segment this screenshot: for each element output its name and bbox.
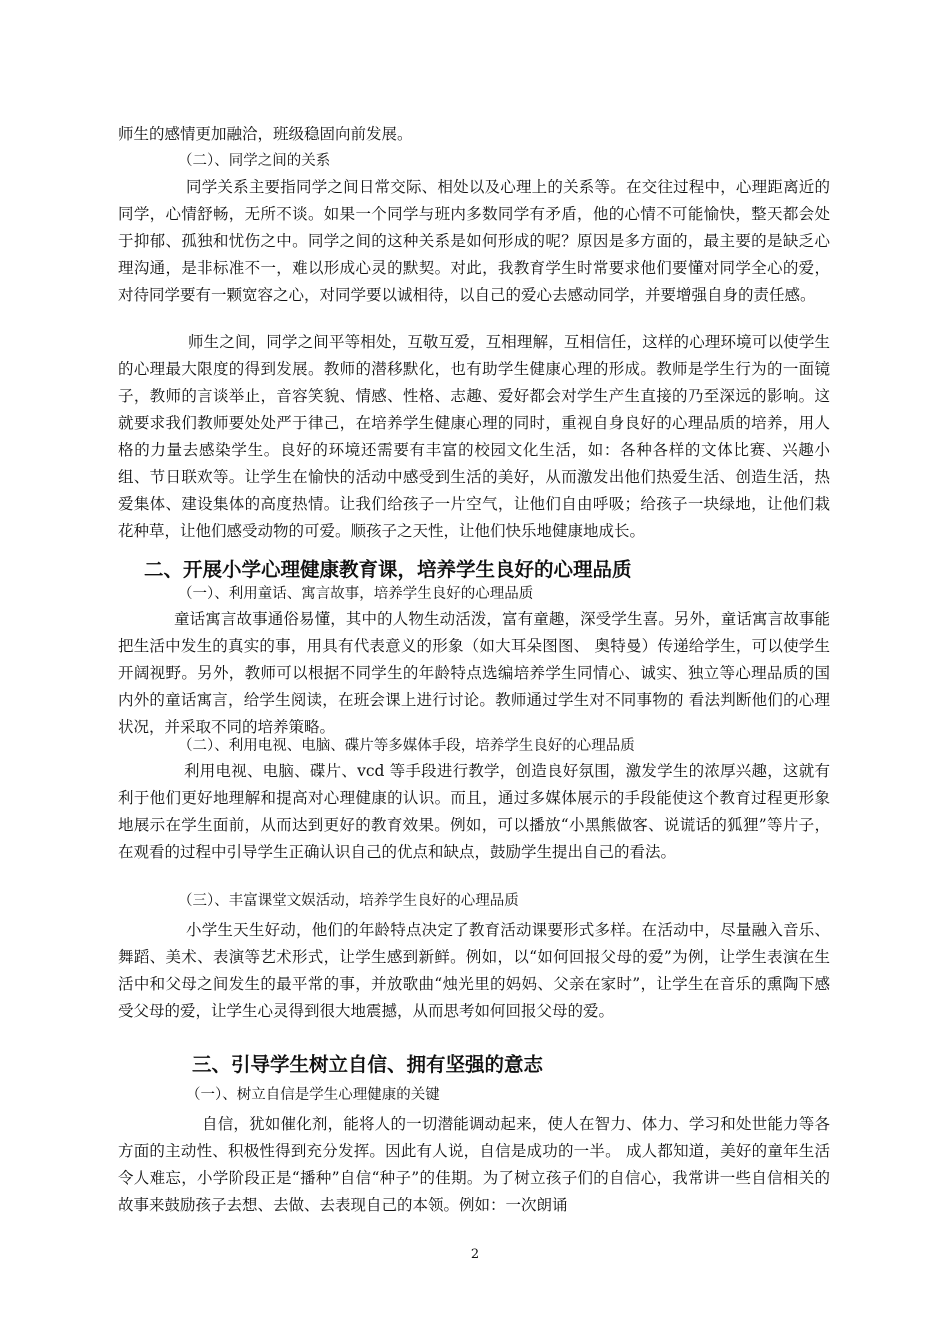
paragraph-fairy-tales: 童话寓言故事通俗易懂，其中的人物生动活泼，富有童趣，深受学生喜。另外，童话寓言故事能把生活中发生的真实的事，用具有代表意义的形象（如大耳朵图图、 奥特曼）传递给学生，可以使学生开阔视野。另外，教师可以根据不同学生的年龄特点选编培养学生同情心、诚实、独立等心理品质的国内外的童话寓言，给学生阅读，在班会课上进行讨论。教师通过学生对不同事物的 看法判断他们的心理状况，并采取不同的培养策略。: [118, 610, 830, 736]
subheading-activities: （三）、丰富课堂文娱活动，培养学生良好的心理品质: [178, 893, 519, 909]
subheading-fairy-tales: （一）、利用童话、寓言故事，培养学生良好的心理品质: [178, 586, 534, 602]
paragraph-confidence: 自信，犹如催化剂，能将人的一切潜能调动起来，使人在智力、体力、学习和处世能力等各方面的主动性、积极性得到充分发挥。因此有人说，自信是成功的一半。 成人都知道，美好的童年生活令人难忘，小学阶段正是“播种”自信“种子”的佳期。为了树立孩子们的自信心，我常讲一些自信相关的故事来鼓励孩子去想、去做、去表现自己的本领。例如：一次朗诵: [118, 1115, 830, 1214]
section-heading-3: 三、引导学生树立自信、拥有坚强的意志: [192, 1053, 544, 1076]
paragraph-activities: 小学生天生好动，他们的年龄特点决定了教育活动课要形式多样。在活动中，尽量融入音乐、舞蹈、美术、表演等艺术形式，让学生感到新鲜。例如，以“如何回报父母的爱”为例，让学生表演在生活中和父母之间发生的最平常的事，并放歌曲“烛光里的妈妈、父亲在家时”，让学生在音乐的熏陶下感受父母的爱，让学生心灵得到很大地震撼，从而思考如何回报父母的爱。: [118, 921, 830, 1020]
paragraph-classmates: 同学关系主要指同学之间日常交际、相处以及心理上的关系等。在交往过程中，心理距离近的同学，心情舒畅，无所不谈。如果一个同学与班内多数同学有矛盾，他的心情不可能愉快，整天都会处于抑郁、孤独和忧伤之中。同学之间的这种关系是如何形成的呢？原因是多方面的，最主要的是缺乏心理沟通，是非标准不一，难以形成心灵的默契。对此，我教育学生时常要求他们要懂对同学全心的爱，对待同学要有一颗宽容之心，对同学要以诚相待，以自己的爱心去感动同学，并要增强自身的责任感。: [118, 178, 830, 304]
section-heading-2: 二、开展小学心理健康教育课，培养学生良好的心理品质: [144, 558, 632, 581]
subheading-confidence: （一）、树立自信是学生心理健康的关键: [186, 1087, 440, 1103]
subheading-multimedia: （二）、利用电视、电脑、碟片等多媒体手段，培养学生良好的心理品质: [178, 738, 635, 754]
paragraph-multimedia: 利用电视、电脑、碟片、vcd 等手段进行教学，创造良好氛围，激发学生的浓厚兴趣，这就有利于他们更好地理解和提高对心理健康的认识。而且，通过多媒体展示的手段能使这个教育过程更形象地展示在学生面前，从而达到更好的教育效果。例如，可以播放“小黑熊做客、说谎话的狐狸”等片子，在观看的过程中引导学生正确认识自己的优点和缺点，鼓励学生提出自己的看法。: [118, 762, 830, 861]
subheading-classmates: （二）、同学之间的关系: [178, 153, 331, 169]
paragraph-intro-end: 师生的感情更加融洽，班级稳固向前发展。: [118, 125, 413, 143]
page-number: 2: [470, 1247, 480, 1262]
paragraph-environment: 师生之间，同学之间平等相处，互敬互爱，互相理解，互相信任，这样的心理环境可以使学生的心理最大限度的得到发展。教师的潜移默化，也有助学生健康心理的形成。教师是学生行为的一面镜子，教师的言谈举止，音容笑貌、情感、性格、志趣、爱好都会对学生产生直接的乃至深远的影响。这就要求我们教师要处处严于律己，在培养学生健康心理的同时，重视自身良好的心理品质的培养，用人格的力量去感染学生。良好的环境还需要有丰富的校园文化生活，如：各种各样的文体比赛、兴趣小组、节日联欢等。让学生在愉快的活动中感受到生活的美好，从而激发出他们热爱生活、创造生活，热爱集体、建设集体的高度热情。让我们给孩子一片空气，让他们自由呼吸；给孩子一块绿地，让他们栽花种草，让他们感受动物的可爱。顺孩子之天性，让他们快乐地健康地成长。: [118, 333, 830, 540]
